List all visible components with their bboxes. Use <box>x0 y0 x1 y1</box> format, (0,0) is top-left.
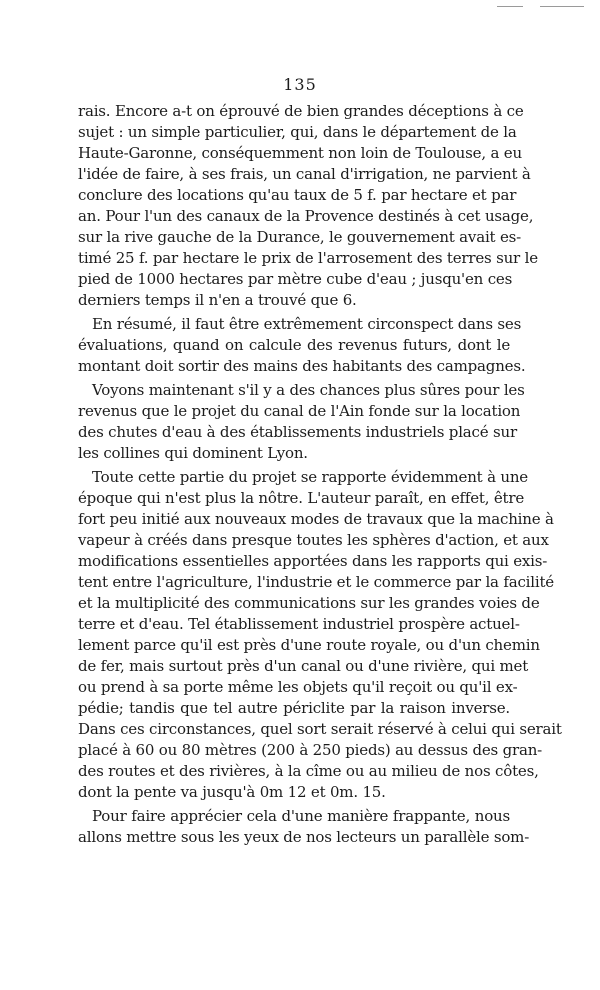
text-line: pédie; tandis que tel autre périclite par la raison inverse. <box>78 699 510 717</box>
text-line: placé à 60 ou 80 mètres (200 à 250 pieds) au dessus des gran- <box>78 741 543 759</box>
text-line: revenus que le projet du canal de l'Ain fonde sur la location <box>78 402 521 420</box>
text-line: Dans ces circonstances, quel sort serait réservé à celui qui serait <box>78 720 562 738</box>
text-line: de fer, mais surtout près d'un canal ou d'une rivière, qui met <box>78 657 529 675</box>
text-line: terre et d'eau. Tel établissement industriel prospère actuel- <box>78 615 520 633</box>
text-line: pied de 1000 hectares par mètre cube d'eau ; jusqu'en ces <box>78 270 513 288</box>
body-text <box>78 101 562 848</box>
text-line: dont la pente va jusqu'à 0m 12 et 0m. 15. <box>78 783 386 801</box>
text-line: derniers temps il n'en a trouvé que 6. <box>78 291 357 309</box>
text-line: En résumé, il faut être extrêmement circonspect dans ses <box>92 315 522 333</box>
text-line: Toute cette partie du projet se rapporte évidemment à une <box>92 468 528 486</box>
text-line: modifications essentielles apportées dans les rapports qui exis- <box>78 552 548 570</box>
paragraph <box>78 806 530 848</box>
text-line: ou prend à sa porte même les objets qu'il reçoit ou qu'il ex- <box>78 678 518 696</box>
text-line: époque qui n'est plus la nôtre. L'auteur paraît, en effet, être <box>78 489 525 507</box>
text-line: Pour faire apprécier cela d'une manière frappante, nous <box>92 807 510 825</box>
text-line: fort peu initié aux nouveaux modes de travaux que la machine à <box>78 510 554 528</box>
text-line: Haute-Garonne, conséquemment non loin de Toulouse, a eu <box>78 144 522 162</box>
text-line: vapeur à créés dans presque toutes les sphères d'action, et aux <box>78 531 549 549</box>
text-line: évaluations, quand on calcule des revenus futurs, dont le <box>78 336 510 354</box>
text-line: et la multiplicité des communications sur les grandes voies de <box>78 594 540 612</box>
paragraph <box>78 380 525 464</box>
text-line: lement parce qu'il est près d'une route royale, ou d'un chemin <box>78 636 540 654</box>
page-number: 135 <box>283 75 317 94</box>
text-line: tent entre l'agriculture, l'industrie et le commerce par la facilité <box>78 573 554 591</box>
text-line: an. Pour l'un des canaux de la Provence destinés à cet usage, <box>78 207 534 225</box>
text-line: timé 25 f. par hectare le prix de l'arrosement des terres sur le <box>78 249 538 267</box>
text-line: conclure des locations qu'au taux de 5 f. par hectare et par <box>78 186 517 204</box>
text-line: des chutes d'eau à des établissements industriels placé sur <box>78 423 517 441</box>
page-edge-mark <box>497 6 523 7</box>
page-edge-mark <box>540 6 584 7</box>
text-line: montant doit sortir des mains des habitants des campagnes. <box>78 357 526 375</box>
paragraph <box>78 314 526 377</box>
text-line: des routes et des rivières, à la cîme ou au milieu de nos côtes, <box>78 762 539 780</box>
text-line: rais. Encore a-t on éprouvé de bien grandes déceptions à ce <box>78 102 524 120</box>
text-line: les collines qui dominent Lyon. <box>78 444 308 462</box>
text-line: l'idée de faire, à ses frais, un canal d'irrigation, ne parvient à <box>78 165 531 183</box>
paragraph <box>78 101 538 311</box>
paragraph <box>78 467 562 803</box>
text-line: Voyons maintenant s'il y a des chances plus sûres pour les <box>92 381 525 399</box>
text-line: sur la rive gauche de la Durance, le gouvernement avait es- <box>78 228 521 246</box>
text-line: sujet : un simple particulier, qui, dans le département de la <box>78 123 517 141</box>
text-line: allons mettre sous les yeux de nos lecteurs un parallèle som- <box>78 828 530 846</box>
